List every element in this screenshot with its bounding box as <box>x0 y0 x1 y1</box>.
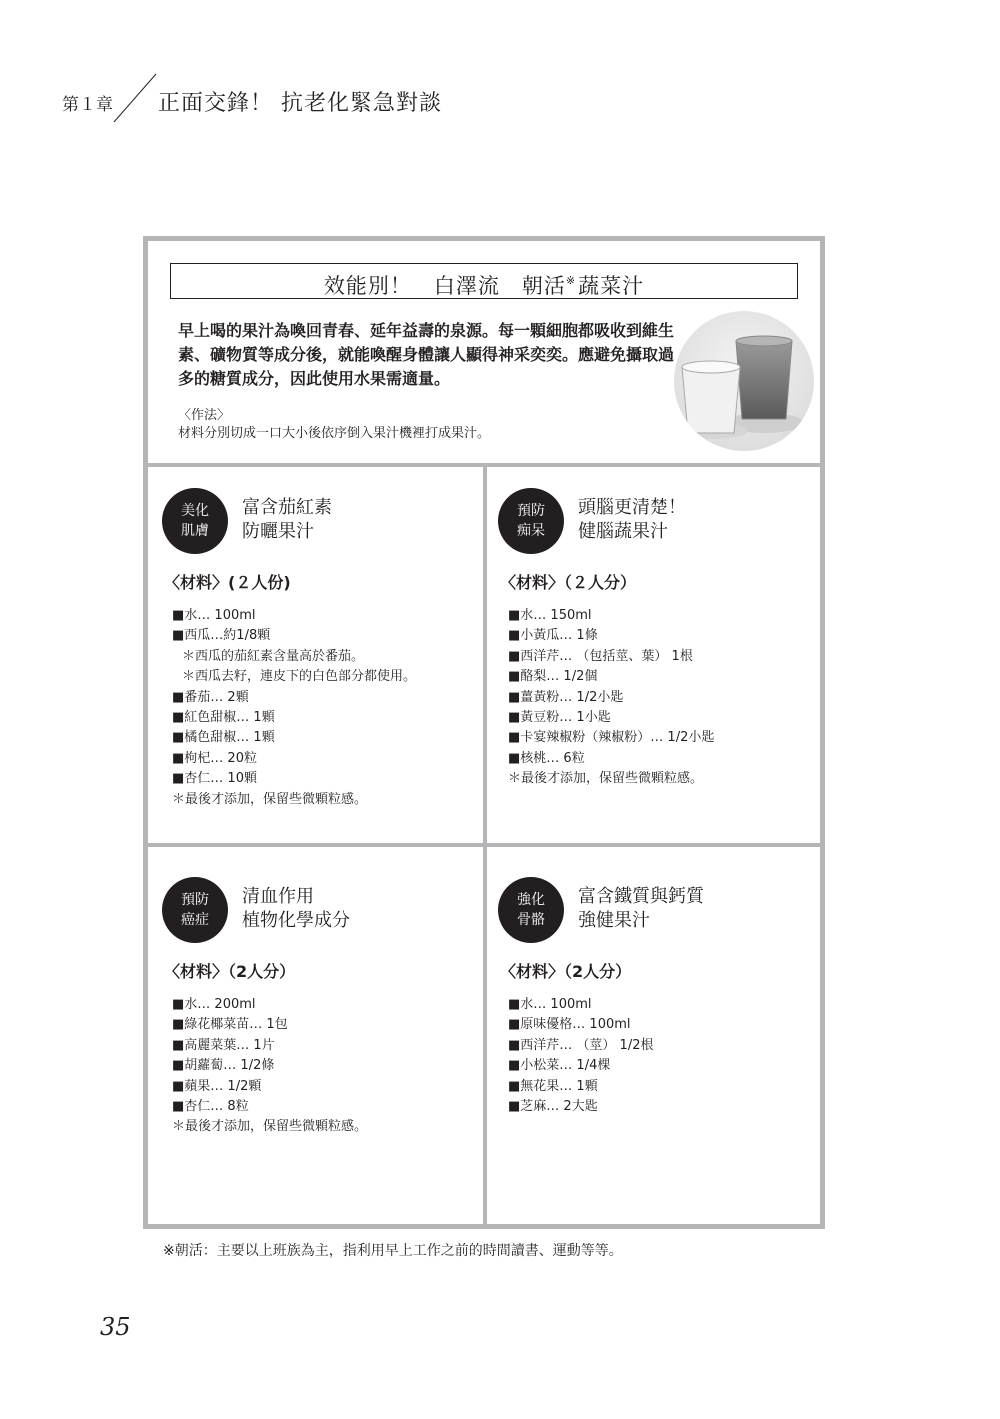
badge-line: 癌症 <box>181 912 209 928</box>
footnote: ※朝活：主要以上班族為主，指利用早上工作之前的時間讀書、運動等等。 <box>163 1243 623 1259</box>
badge-line: 強化 <box>517 892 545 908</box>
ingredient-note: ＊西瓜去籽，連皮下的白色部分都使用。 <box>182 669 417 685</box>
materials-label: 〈材料〉(２人份) <box>164 573 291 592</box>
badge-line: 美化 <box>181 503 209 519</box>
ingredient-item: ■ 核桃… 6粒 <box>508 749 714 769</box>
chapter-label: 第１章 <box>62 95 113 115</box>
badge-line: 痴呆 <box>517 523 545 539</box>
benefit-badge <box>162 877 228 943</box>
ingredient-item: ■ 西瓜…約1/8顆 <box>172 626 416 646</box>
ingredient-item: ■ 水… 150ml <box>508 606 714 626</box>
badge-line: 肌膚 <box>181 523 209 539</box>
recipe-title-line: 清血作用 <box>242 886 314 907</box>
badge-line: 預防 <box>517 503 545 519</box>
ingredient-item: ■ 小松菜… 1/4棵 <box>508 1056 653 1076</box>
recipe-title <box>578 885 704 933</box>
materials-label: 〈材料〉（2人分） <box>164 962 296 981</box>
recipe-title-line: 頭腦更清楚！ <box>578 497 686 518</box>
ingredient-item: ■ 綠花椰菜苗… 1包 <box>172 1015 367 1035</box>
ingredient-item: ■ 無花果… 1顆 <box>508 1077 653 1097</box>
ingredient-item: ■ 蘋果… 1/2顆 <box>172 1077 367 1097</box>
ingredient-item: ■ 小黃瓜… 1條 <box>508 626 714 646</box>
ingredient-item: ■ 黃豆粉… 1小匙 <box>508 708 714 728</box>
badge-line: 骨骼 <box>517 912 545 928</box>
juice-photo <box>674 311 814 451</box>
box-title-mark: ※ <box>565 274 577 287</box>
intro-line: 早上喝的果汁為喚回青春、延年益壽的泉源。每一顆細胞都吸收到維生 <box>178 321 675 340</box>
recipe-title-line: 富含鐵質與鈣質 <box>578 886 704 907</box>
ingredient-item: ■ 高麗菜葉… 1片 <box>172 1036 367 1056</box>
materials-label: 〈材料〉（２人分） <box>500 573 637 592</box>
ingredient-item: ■ 紅色甜椒… 1顆 <box>172 708 416 728</box>
ingredient-item: ■ 薑黃粉… 1/2小匙 <box>508 688 714 708</box>
chapter-divider-slash <box>112 72 158 124</box>
ingredient-item: ■ 枸杞… 20粒 <box>172 749 416 769</box>
intro-text <box>178 319 688 391</box>
ingredient-item: ■ 杏仁… 10顆 <box>172 769 416 789</box>
ingredient-list <box>508 606 714 790</box>
recipe-title <box>242 496 332 544</box>
chapter-title: 正面交鋒！ 抗老化緊急對談 <box>158 91 442 116</box>
ingredient-item: ■ 番茄… 2顆 <box>172 688 416 708</box>
recipe-title-line: 強健果汁 <box>578 910 650 931</box>
recipe-title <box>578 496 686 544</box>
ingredient-note: ＊西瓜的茄紅素含量高於番茄。 <box>182 648 365 664</box>
ingredient-item: ■ 酪梨… 1/2個 <box>508 667 714 687</box>
ingredient-item: ■ 水… 100ml <box>508 995 653 1015</box>
ingredient-item: ■ 橘色甜椒… 1顆 <box>172 728 416 748</box>
recipe-title-line: 富含茄紅素 <box>242 497 332 518</box>
box-title-main: 效能別！ 白澤流 朝活 <box>323 274 566 298</box>
ingredient-item: ■ 西洋芹… （莖） 1/2根 <box>508 1036 653 1056</box>
intro-line: 多的糖質成分，因此使用水果需適量。 <box>178 369 451 388</box>
recipe-footer-note: ＊最後才添加，保留些微顆粒感。 <box>172 791 368 807</box>
ingredient-list <box>172 606 416 810</box>
ingredient-item: ■ 原味優格… 100ml <box>508 1015 653 1035</box>
page-number: 35 <box>100 1313 131 1341</box>
grid-line-vertical <box>483 463 487 1224</box>
recipe-footer-note: ＊最後才添加，保留些微顆粒感。 <box>508 771 704 787</box>
recipe-footer-note: ＊最後才添加，保留些微顆粒感。 <box>172 1119 368 1135</box>
benefit-badge <box>162 488 228 554</box>
badge-line: 預防 <box>181 892 209 908</box>
benefit-badge <box>498 877 564 943</box>
method-text: 材料分別切成一口大小後依序倒入果汁機裡打成果汁。 <box>178 426 491 441</box>
recipe-title-line: 植物化學成分 <box>242 910 350 931</box>
ingredient-item: ■ 芝麻… 2大匙 <box>508 1097 653 1117</box>
method-section <box>178 407 490 443</box>
ingredient-item: ■ 水… 100ml <box>172 606 416 626</box>
box-title <box>170 263 798 299</box>
box-title-end: 蔬菜汁 <box>578 274 645 298</box>
ingredient-item: ■ 水… 200ml <box>172 995 367 1015</box>
benefit-badge <box>498 488 564 554</box>
ingredient-item: ■ 西洋芹… （包括莖、葉） 1根 <box>508 647 714 667</box>
ingredient-list <box>508 995 653 1117</box>
recipe-frame <box>143 236 825 1229</box>
recipe-title <box>242 885 350 933</box>
recipe-title-line: 防曬果汁 <box>242 521 314 542</box>
intro-line: 素、礦物質等成分後，就能喚醒身體讓人顯得神采奕奕。應避免攝取過 <box>178 345 675 364</box>
recipe-title-line: 健腦蔬果汁 <box>578 521 668 542</box>
materials-label: 〈材料〉（2人分） <box>500 962 632 981</box>
ingredient-item: ■ 卡宴辣椒粉（辣椒粉）… 1/2小匙 <box>508 728 714 748</box>
ingredient-item: ■ 杏仁… 8粒 <box>172 1097 367 1117</box>
method-label: 〈作法〉 <box>178 408 231 423</box>
ingredient-item: ■ 胡蘿蔔… 1/2條 <box>172 1056 367 1076</box>
ingredient-list <box>172 995 367 1138</box>
